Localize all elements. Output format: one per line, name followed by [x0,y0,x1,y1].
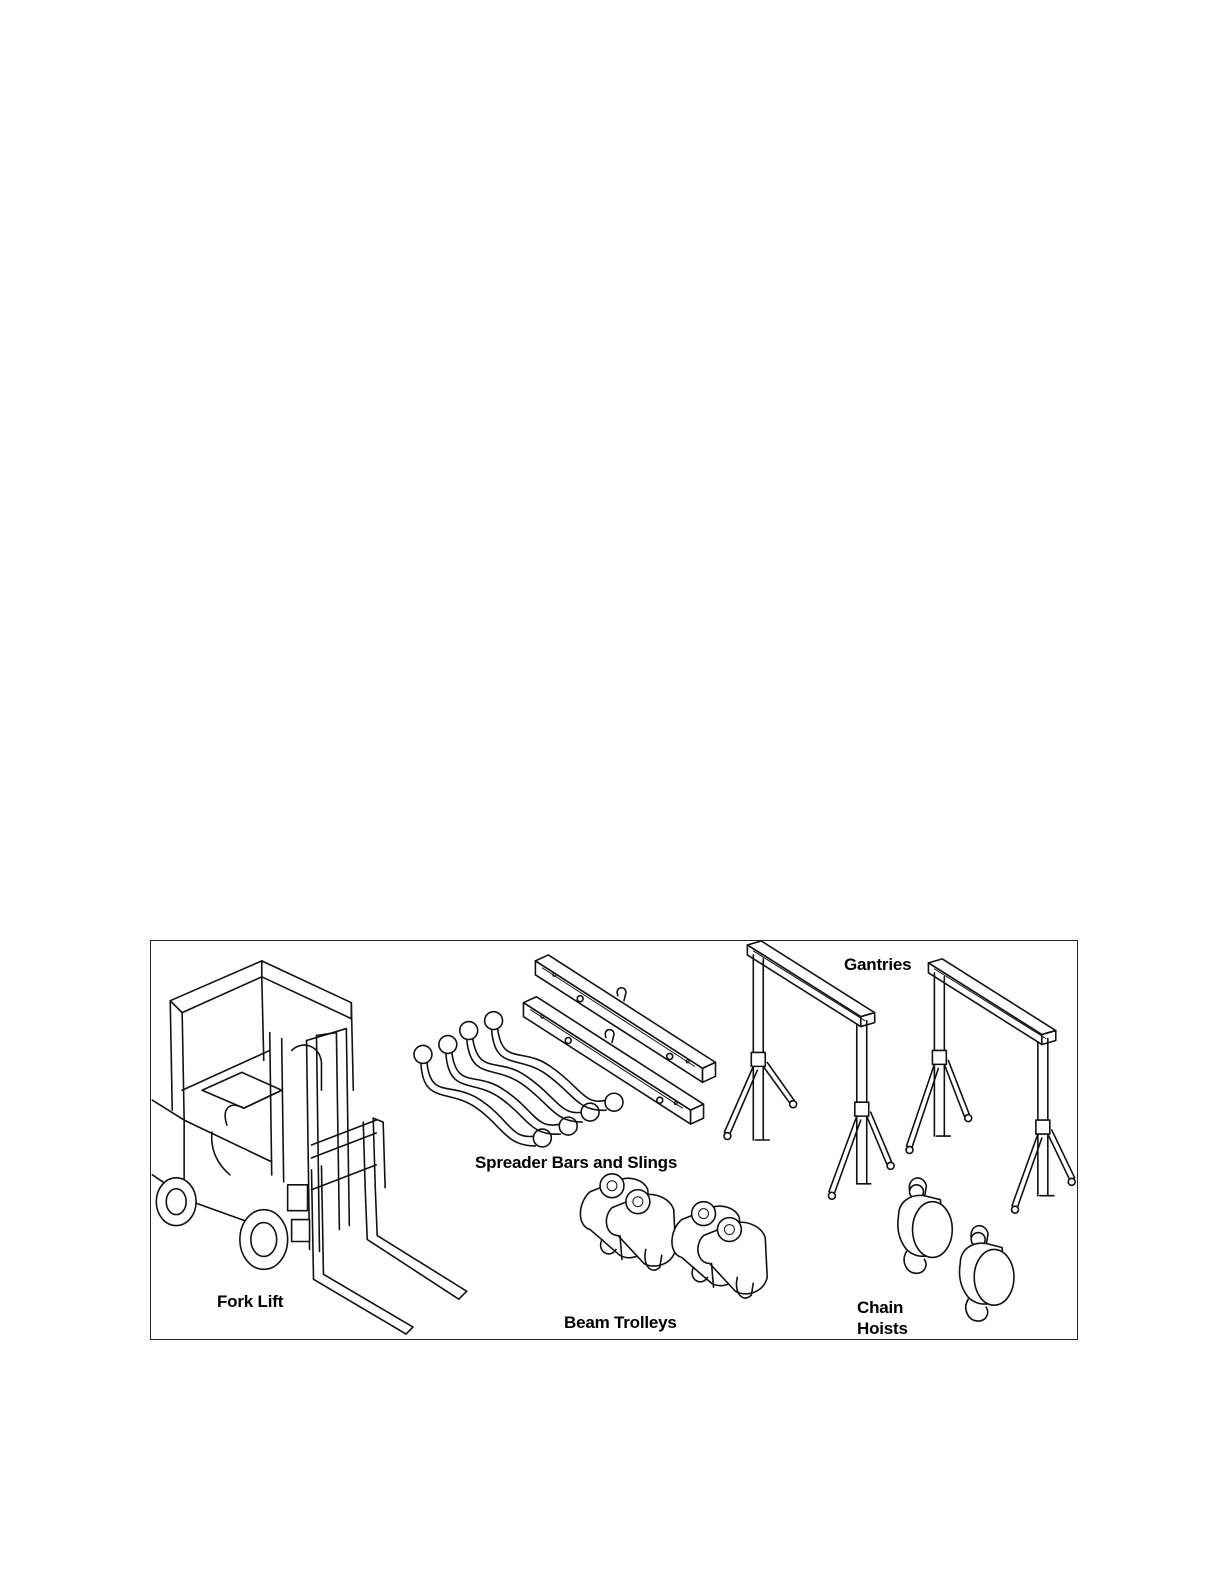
equipment-figure [150,940,1078,1340]
chain-hoists-label-line1: Chain [857,1298,904,1317]
chain-hoists-label-line2: Hoists [857,1319,908,1338]
gantry-illustration [724,941,1075,1213]
beam-trolley-illustration [580,1174,767,1298]
chain-hoist-illustration [898,1178,1014,1321]
fork-lift-illustration [152,961,466,1334]
beam-trolleys-label: Beam Trolleys [564,1313,677,1332]
gantries-label: Gantries [844,955,912,974]
equipment-illustration [151,941,1077,1339]
spreader-bars-label: Spreader Bars and Slings [475,1153,678,1172]
fork-lift-label: Fork Lift [217,1292,284,1311]
